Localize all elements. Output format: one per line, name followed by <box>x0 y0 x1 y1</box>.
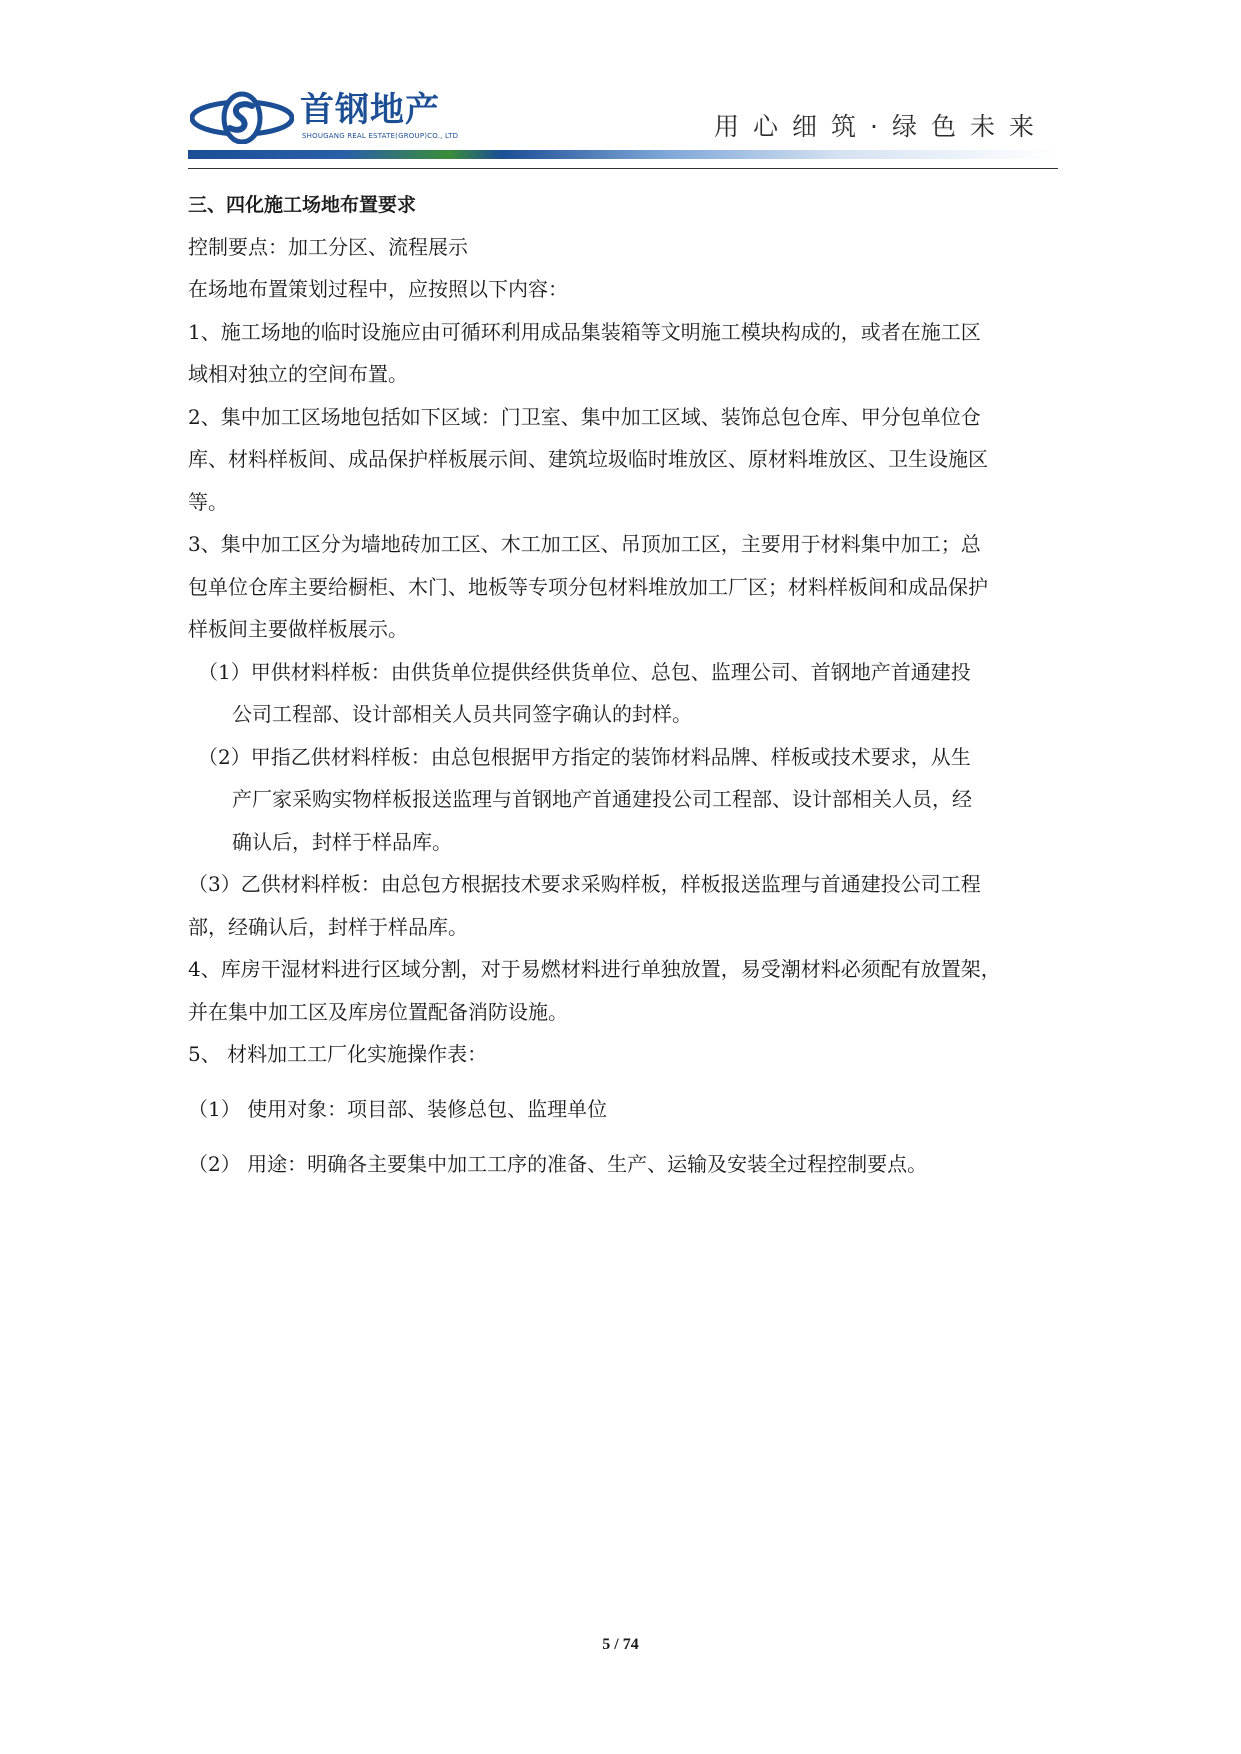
paragraph-line: 在场地布置策划过程中，应按照以下内容： <box>188 277 568 301</box>
paragraph-line: 4、库房干湿材料进行区域分割，对于易燃材料进行单独放置，易受潮材料必须配有放置架， <box>188 957 1001 981</box>
paragraph-line: 并在集中加工区及库房位置配备消防设施。 <box>188 1000 568 1024</box>
paragraph-line: 域相对独立的空间布置。 <box>188 362 408 386</box>
paragraph-line: 1、施工场地的临时设施应由可循环利用成品集装箱等文明施工模块构成的，或者在施工区 <box>188 320 981 344</box>
header-slogan: 用心细筑·绿色未来 <box>714 112 1048 141</box>
logo-text: 首钢地产 <box>300 90 440 130</box>
paragraph-line: （2）甲指乙供材料样板：由总包根据甲方指定的装饰材料品牌、样板或技术要求，从生 <box>198 745 971 769</box>
paragraph-line: （2） 用途：明确各主要集中加工工序的准备、生产、运输及安装全过程控制要点。 <box>188 1152 928 1176</box>
page-header <box>188 82 1058 172</box>
paragraph-line: 部，经确认后，封样于样品库。 <box>188 915 468 939</box>
paragraph-line: 公司工程部、设计部相关人员共同签字确认的封样。 <box>232 702 692 726</box>
paragraph-line: （3）乙供材料样板：由总包方根据技术要求采购样板，样板报送监理与首通建投公司工程 <box>188 872 981 896</box>
header-color-band <box>188 150 1058 159</box>
paragraph-line: 5、 材料加工工厂化实施操作表： <box>188 1042 488 1066</box>
shougang-logo-icon <box>190 88 294 144</box>
logo-english-text: SHOUGANG REAL ESTATE(GROUP)CO., LTD <box>302 132 459 140</box>
paragraph-line: 包单位仓库主要给橱柜、木门、地板等专项分包材料堆放加工厂区；材料样板间和成品保护 <box>188 575 988 599</box>
paragraph-line: 3、集中加工区分为墙地砖加工区、木工加工区、吊顶加工区，主要用于材料集中加工；总 <box>188 532 981 556</box>
header-divider <box>188 168 1058 169</box>
paragraph-line: 产厂家采购实物样板报送监理与首钢地产首通建投公司工程部、设计部相关人员，经 <box>232 787 972 811</box>
paragraph-line: 确认后，封样于样品库。 <box>232 830 452 854</box>
paragraph-line: 等。 <box>188 490 228 514</box>
paragraph-line: 2、集中加工区场地包括如下区域：门卫室、集中加工区域、装饰总包仓库、甲分包单位仓 <box>188 405 981 429</box>
paragraph-line: 样板间主要做样板展示。 <box>188 617 408 641</box>
paragraph-line: 控制要点：加工分区、流程展示 <box>188 235 468 259</box>
paragraph-line: 库、材料样板间、成品保护样板展示间、建筑垃圾临时堆放区、原材料堆放区、卫生设施区 <box>188 447 988 471</box>
paragraph-line: （1） 使用对象：项目部、装修总包、监理单位 <box>188 1097 608 1121</box>
section-heading: 三、四化施工场地布置要求 <box>188 194 417 216</box>
paragraph-line: （1）甲供材料样板：由供货单位提供经供货单位、总包、监理公司、首钢地产首通建投 <box>198 660 971 684</box>
page-number: 5 / 74 <box>602 1636 639 1653</box>
